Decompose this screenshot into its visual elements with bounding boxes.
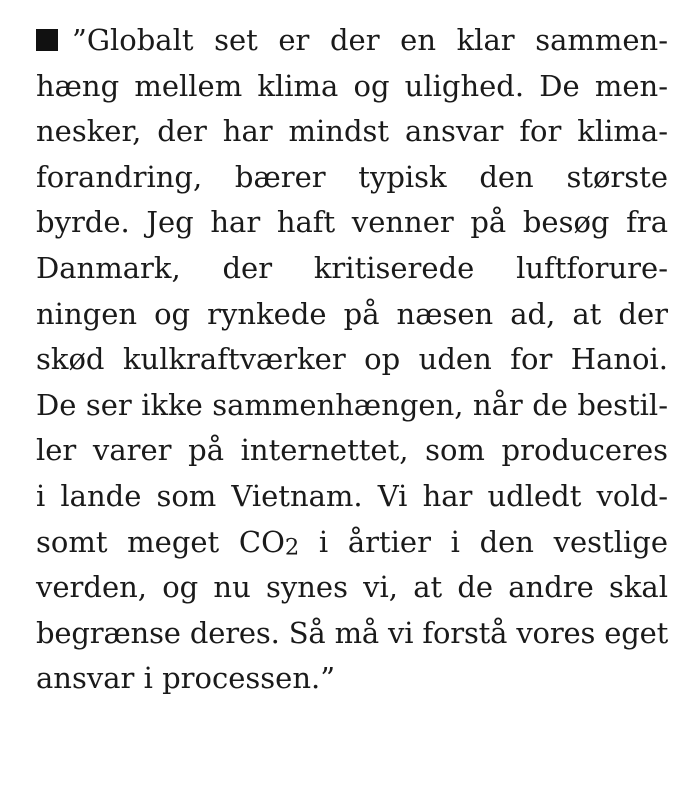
quote-line-10: ler varer på internettet, som produceres <box>36 433 668 468</box>
quote-line-1-text: ”Globalt set er der en klar sammen- <box>72 23 668 57</box>
quote-line-4: forandring, bærer typisk den største <box>36 159 668 194</box>
quote-line-5: byrde. Jeg har haft venner på besøg fra <box>36 205 668 240</box>
quote-line-3: nesker, der har mindst ansvar for klima- <box>36 114 668 149</box>
quote-line-9: De ser ikke sammenhængen, når de bestil- <box>36 387 668 422</box>
quote-line-1 <box>36 18 668 64</box>
quote-block <box>36 18 668 702</box>
quote-line-13: verden, og nu synes vi, at de andre skal <box>36 570 668 605</box>
quote-line-12 <box>36 520 668 566</box>
quote-line-2: hæng mellem klima og ulighed. De men- <box>36 68 668 103</box>
square-bullet-icon <box>36 29 58 51</box>
quote-line-12-end: i årtier i den vestlige <box>299 524 668 559</box>
quote-line-7: ningen og rynkede på næsen ad, at der <box>36 296 668 331</box>
co2-subscript: 2 <box>284 534 300 561</box>
quote-line-15: ansvar i processen.” <box>36 661 336 696</box>
quote-line-8: skød kulkraftværker op uden for Hanoi. <box>36 342 668 377</box>
quote-line-14: begrænse deres. Så må vi forstå vores eget <box>36 615 669 650</box>
quote-line-6: Danmark, der kritiserede luftforure- <box>36 250 668 285</box>
quote-line-12-start: somt meget CO <box>36 524 285 559</box>
quote-line-11: i lande som Vietnam. Vi har udledt vold- <box>36 478 668 513</box>
